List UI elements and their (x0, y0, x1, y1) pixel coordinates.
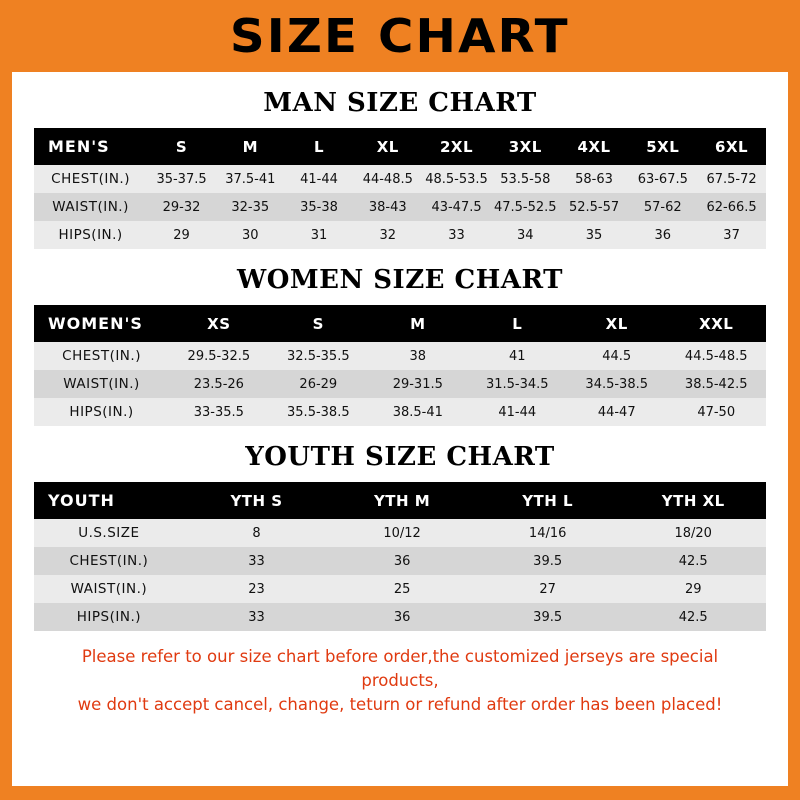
table-cell: 36 (329, 547, 475, 575)
chart-content (12, 88, 788, 717)
table-cell: 62-66.5 (697, 193, 766, 221)
section-title-men: MAN SIZE CHART (263, 88, 537, 118)
table-cell: 35 (560, 221, 629, 249)
table-cell: 38-43 (353, 193, 422, 221)
table-cell: 29-32 (147, 193, 216, 221)
row-label: WAIST(IN.) (34, 193, 147, 221)
footer-note-line-2: we don't accept cancel, change, teturn or refund after order has been placed! (77, 694, 723, 714)
row-label: WAIST(IN.) (34, 575, 184, 603)
table-cell: 33 (184, 547, 330, 575)
table-cell: 58-63 (560, 165, 629, 193)
table-cell: 44.5 (567, 342, 666, 370)
row-label: HIPS(IN.) (34, 398, 169, 426)
table-cell: 34 (491, 221, 560, 249)
column-header: XL (605, 314, 628, 333)
column-header: 5XL (646, 137, 680, 156)
table-cell: 52.5-57 (560, 193, 629, 221)
table-cell: 47.5-52.5 (491, 193, 560, 221)
table-cell: 35-38 (285, 193, 354, 221)
table-cell: 35-37.5 (147, 165, 216, 193)
table-cell: 31 (285, 221, 354, 249)
footer-note (34, 645, 766, 717)
women-size-table (34, 305, 766, 426)
column-header: 4XL (577, 137, 611, 156)
table-cell: 53.5-58 (491, 165, 560, 193)
table-cell: 42.5 (620, 547, 766, 575)
table-cell: 37 (697, 221, 766, 249)
table-cell: 44-47 (567, 398, 666, 426)
table-row (34, 547, 766, 575)
column-header: YTH L (522, 491, 574, 510)
table-cell: 67.5-72 (697, 165, 766, 193)
table-cell: 63-67.5 (628, 165, 697, 193)
table-cell: 14/16 (475, 519, 621, 547)
section-title-youth: YOUTH SIZE CHART (245, 442, 555, 472)
table-cell: 42.5 (620, 603, 766, 631)
column-header: YTH XL (661, 491, 725, 510)
table-cell: 33-35.5 (169, 398, 268, 426)
column-header: MEN'S (48, 137, 110, 156)
table-cell: 41-44 (468, 398, 567, 426)
table-cell: 38.5-41 (368, 398, 467, 426)
table-cell: 32.5-35.5 (269, 342, 368, 370)
table-cell: 29 (147, 221, 216, 249)
table-header-row (34, 128, 766, 165)
table-cell: 39.5 (475, 547, 621, 575)
table-cell: 41 (468, 342, 567, 370)
table-cell: 38.5-42.5 (666, 370, 766, 398)
row-label: HIPS(IN.) (34, 221, 147, 249)
column-header: 2XL (440, 137, 474, 156)
table-cell: 25 (329, 575, 475, 603)
table-cell: 10/12 (329, 519, 475, 547)
table-cell: 44-48.5 (353, 165, 422, 193)
table-cell: 35.5-38.5 (269, 398, 368, 426)
column-header: S (175, 137, 188, 156)
table-row (34, 221, 766, 249)
section-title-women: WOMEN SIZE CHART (237, 265, 563, 295)
table-cell: 29.5-32.5 (169, 342, 268, 370)
column-header: S (312, 314, 324, 333)
column-header: WOMEN'S (48, 314, 143, 333)
table-cell: 34.5-38.5 (567, 370, 666, 398)
table-cell: 39.5 (475, 603, 621, 631)
table-cell: 47-50 (666, 398, 766, 426)
table-cell: 36 (628, 221, 697, 249)
table-cell: 43-47.5 (422, 193, 491, 221)
table-cell: 44.5-48.5 (666, 342, 766, 370)
table-cell: 33 (184, 603, 330, 631)
row-label: CHEST(IN.) (34, 547, 184, 575)
table-row (34, 398, 766, 426)
table-cell: 41-44 (285, 165, 354, 193)
column-header: YOUTH (48, 491, 115, 510)
row-label: CHEST(IN.) (34, 165, 147, 193)
table-cell: 38 (368, 342, 467, 370)
footer-note-line-1: Please refer to our size chart before order,the customized jerseys are special products, (81, 647, 719, 690)
column-header: 6XL (715, 137, 749, 156)
table-cell: 31.5-34.5 (468, 370, 567, 398)
table-cell: 57-62 (628, 193, 697, 221)
table-row (34, 370, 766, 398)
column-header: 3XL (508, 137, 542, 156)
table-header-row (34, 482, 766, 519)
table-row (34, 603, 766, 631)
table-cell: 18/20 (620, 519, 766, 547)
bottom-band (0, 786, 800, 800)
table-cell: 29-31.5 (368, 370, 467, 398)
table-cell: 30 (216, 221, 285, 249)
table-cell: 32-35 (216, 193, 285, 221)
table-row (34, 193, 766, 221)
table-cell: 32 (353, 221, 422, 249)
table-row (34, 342, 766, 370)
table-cell: 33 (422, 221, 491, 249)
column-header: YTH M (373, 491, 431, 510)
table-header-row (34, 305, 766, 342)
table-cell: 27 (475, 575, 621, 603)
column-header: XL (376, 137, 399, 156)
column-header: YTH S (230, 491, 283, 510)
column-header: L (314, 137, 325, 156)
table-cell: 8 (184, 519, 330, 547)
row-label: WAIST(IN.) (34, 370, 169, 398)
men-size-table (34, 128, 766, 249)
youth-size-table (34, 482, 766, 631)
table-row (34, 575, 766, 603)
row-label: HIPS(IN.) (34, 603, 184, 631)
table-cell: 48.5-53.5 (422, 165, 491, 193)
column-header: XS (207, 314, 231, 333)
table-cell: 23.5-26 (169, 370, 268, 398)
table-cell: 26-29 (269, 370, 368, 398)
table-row (34, 519, 766, 547)
table-cell: 29 (620, 575, 766, 603)
column-header: L (512, 314, 523, 333)
table-row (34, 165, 766, 193)
table-cell: 37.5-41 (216, 165, 285, 193)
column-header: M (410, 314, 426, 333)
row-label: CHEST(IN.) (34, 342, 169, 370)
column-header: XXL (699, 314, 734, 333)
header-band (0, 0, 800, 72)
column-header: M (242, 137, 258, 156)
table-cell: 23 (184, 575, 330, 603)
page-title: SIZE CHART (230, 9, 570, 63)
table-cell: 36 (329, 603, 475, 631)
row-label: U.S.SIZE (34, 519, 184, 547)
